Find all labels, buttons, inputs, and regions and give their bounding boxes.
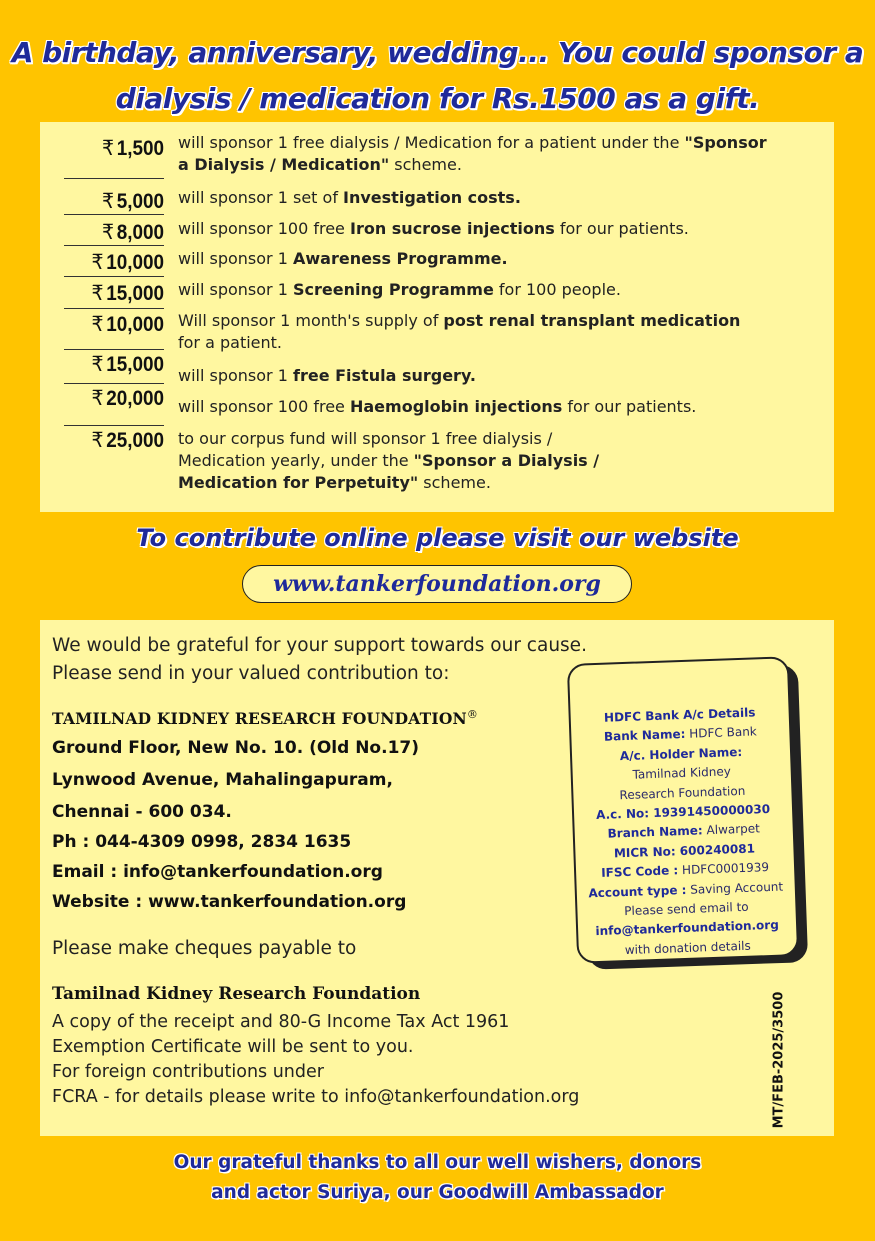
bank-details-card: HDFC Bank A/c Details Bank Name: HDFC Bank A/c. Holder Name: Tamilnad Kidney Research Foundation A.c. No: 19391450000030 Branch Name: Alwarpet MICR No: 600240081 IFSC Code : HDFC0001939 Account type : Saving Account Please send email to info@tankerfoundation.org with donation details	[567, 656, 799, 964]
phone-line: Ph : 044-4309 0998, 2834 1635	[52, 832, 352, 852]
sponsor-amount: ₹ 1,500	[101, 137, 164, 160]
thanks-footer: Our grateful thanks to all our well wishers, donors and actor Suriya, our Goodwill Ambassador	[173, 1152, 702, 1203]
rupee-icon: ₹	[91, 353, 104, 376]
sponsor-description: will sponsor 1 Awareness Programme.	[178, 249, 508, 268]
address-line: Chennai - 600 034.	[52, 802, 232, 822]
sponsor-description: will sponsor 1 Screening Programme for 100 people.	[178, 280, 621, 299]
sponsor-description: will sponsor 100 free Haemoglobin injections for our patients.	[178, 397, 697, 416]
sponsor-description: will sponsor 1 free Fistula surgery.	[178, 366, 476, 385]
headline-line-1: A birthday, anniversary, wedding... You could sponsor a	[11, 36, 864, 69]
sponsor-description: will sponsor 1 set of Investigation costs.	[178, 188, 521, 207]
sponsorship-table	[40, 122, 834, 512]
headline-line-2: dialysis / medication for Rs.1500 as a gift.	[115, 82, 760, 115]
sponsor-amount: ₹ 25,000	[91, 429, 164, 452]
divider	[64, 214, 164, 215]
divider	[64, 276, 164, 277]
sponsor-amount: ₹ 10,000	[91, 251, 164, 274]
bank-email[interactable]: info@tankerfoundation.org	[595, 918, 780, 939]
sponsor-description: Will sponsor 1 month's supply of post renal transplant medication for a patient.	[178, 311, 741, 352]
org-name: TAMILNAD KIDNEY RESEARCH FOUNDATION®	[52, 708, 479, 729]
rupee-icon: ₹	[91, 282, 104, 305]
address-line: Lynwood Avenue, Mahalingapuram,	[52, 770, 393, 790]
website-line[interactable]: Website : www.tankerfoundation.org	[52, 892, 407, 912]
sponsor-amount: ₹ 15,000	[91, 353, 164, 376]
payee-name: Tamilnad Kidney Research Foundation	[52, 984, 421, 1004]
divider	[64, 425, 164, 426]
divider	[64, 308, 164, 309]
sponsor-amount: ₹ 8,000	[101, 221, 164, 244]
sponsor-description: will sponsor 100 free Iron sucrose injections for our patients.	[178, 219, 689, 238]
rupee-icon: ₹	[91, 387, 104, 410]
sponsor-amount: ₹ 5,000	[101, 190, 164, 213]
registered-mark: ®	[466, 708, 479, 721]
divider	[64, 178, 164, 179]
receipt-info: A copy of the receipt and 80-G Income Tax Act 1961 Exemption Certificate will be sent to you. For foreign contributions under FCRA - for details please write to info@tankerfoundation.org	[52, 1012, 580, 1107]
divider	[64, 349, 164, 350]
account-number: A.c. No: 19391450000030	[595, 801, 771, 823]
sponsor-amount: ₹ 20,000	[91, 387, 164, 410]
cheque-instruction: Please make cheques payable to	[52, 938, 357, 959]
divider	[64, 383, 164, 384]
rupee-icon: ₹	[91, 251, 104, 274]
bank-card-title: HDFC Bank A/c Details	[603, 705, 756, 725]
website-link[interactable]: www.tankerfoundation.org	[242, 565, 632, 603]
contribute-online-heading: To contribute online please visit our website	[136, 524, 739, 552]
intro-text: We would be grateful for your support towards our cause. Please send in your valued contribution to:	[52, 635, 587, 684]
rupee-icon: ₹	[91, 429, 104, 452]
sponsor-amount: ₹ 15,000	[91, 282, 164, 305]
rupee-icon: ₹	[101, 190, 114, 213]
sponsor-amount: ₹ 10,000	[91, 313, 164, 336]
address-line: Ground Floor, New No. 10. (Old No.17)	[52, 738, 419, 758]
print-code: MT/FEB-2025/3500	[771, 991, 787, 1129]
divider	[64, 245, 164, 246]
sponsor-description: will sponsor 1 free dialysis / Medication for a patient under the "Sponsor a Dialysis / Medication" scheme.	[178, 133, 767, 174]
sponsor-description: to our corpus fund will sponsor 1 free dialysis / Medication yearly, under the "Sponsor a Dialysis / Medication for Perpetuity" scheme.	[178, 429, 600, 492]
rupee-icon: ₹	[101, 221, 114, 244]
email-line[interactable]: Email : info@tankerfoundation.org	[52, 862, 383, 882]
rupee-icon: ₹	[91, 313, 104, 336]
headline	[0, 30, 875, 122]
rupee-icon: ₹	[101, 137, 114, 160]
